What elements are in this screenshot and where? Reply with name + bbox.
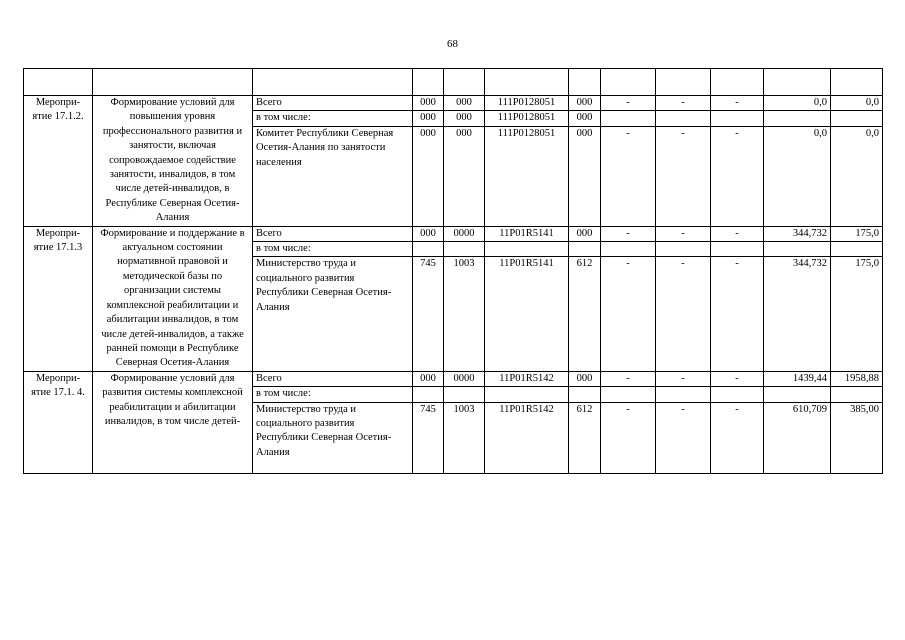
code-cell: 000 (413, 96, 444, 111)
value-cell: - (711, 371, 764, 386)
code-cell (444, 242, 485, 257)
value-cell: - (601, 126, 656, 226)
value-cell (711, 242, 764, 257)
code-cell: 000 (413, 111, 444, 126)
header-cell (413, 69, 444, 96)
value-cell (831, 111, 883, 126)
executor-cell: Всего (253, 226, 413, 241)
value-cell: - (656, 226, 711, 241)
code-cell: 1003 (444, 257, 485, 371)
executor-cell: Министерство труда и социального развития Республики Северная Осетия-Алания (253, 257, 413, 371)
value-cell: - (601, 371, 656, 386)
value-cell: 0,0 (831, 126, 883, 226)
header-cell (601, 69, 656, 96)
value-cell (601, 111, 656, 126)
budget-table (23, 68, 883, 474)
code-cell: 111P0128051 (485, 96, 569, 111)
table-row (24, 226, 883, 241)
measure-description: Формирование условий для развития системы комплексной реабилитации и абилитации инвалидов, в том числе детей- (93, 371, 253, 473)
value-cell: - (656, 96, 711, 111)
code-cell: 000 (569, 226, 601, 241)
code-cell: 000 (569, 111, 601, 126)
value-cell: 385,00 (831, 402, 883, 473)
code-cell: 000 (413, 226, 444, 241)
code-cell: 11P01R5142 (485, 402, 569, 473)
value-cell (764, 387, 831, 402)
value-cell: - (711, 126, 764, 226)
code-cell: 111P0128051 (485, 126, 569, 226)
code-cell: 000 (569, 96, 601, 111)
value-cell: - (711, 257, 764, 371)
measure-label: Меропри-ятие 17.1.2. (24, 96, 93, 227)
value-cell (656, 387, 711, 402)
executor-cell: в том числе: (253, 242, 413, 257)
executor-cell: в том числе: (253, 111, 413, 126)
code-cell: 612 (569, 257, 601, 371)
value-cell: - (656, 257, 711, 371)
header-cell (656, 69, 711, 96)
value-cell: 0,0 (764, 126, 831, 226)
header-cell (485, 69, 569, 96)
value-cell: - (656, 402, 711, 473)
header-cell (711, 69, 764, 96)
code-cell: 745 (413, 257, 444, 371)
code-cell: 000 (444, 126, 485, 226)
code-cell: 000 (569, 126, 601, 226)
executor-cell: Комитет Республики Северная Осетия-Алания по занятости населения (253, 126, 413, 226)
value-cell: 610,709 (764, 402, 831, 473)
header-cell (764, 69, 831, 96)
value-cell (764, 242, 831, 257)
table-row (24, 371, 883, 386)
header-cell (93, 69, 253, 96)
code-cell (485, 242, 569, 257)
value-cell (711, 387, 764, 402)
value-cell: - (601, 257, 656, 371)
value-cell: - (601, 96, 656, 111)
value-cell (764, 111, 831, 126)
code-cell: 612 (569, 402, 601, 473)
code-cell: 0000 (444, 371, 485, 386)
code-cell: 745 (413, 402, 444, 473)
value-cell: 175,0 (831, 257, 883, 371)
code-cell (413, 387, 444, 402)
code-cell: 000 (413, 371, 444, 386)
executor-cell: Всего (253, 96, 413, 111)
measure-label: Меропри-ятие 17.1. 4. (24, 371, 93, 473)
value-cell (831, 387, 883, 402)
value-cell (656, 111, 711, 126)
code-cell: 000 (444, 111, 485, 126)
code-cell: 11P01R5141 (485, 226, 569, 241)
value-cell: - (711, 226, 764, 241)
code-cell: 000 (413, 126, 444, 226)
code-cell (485, 387, 569, 402)
code-cell (569, 242, 601, 257)
code-cell (569, 387, 601, 402)
executor-cell: в том числе: (253, 387, 413, 402)
executor-cell: Министерство труда и социального развития Республики Северная Осетия-Алания (253, 402, 413, 473)
header-cell (444, 69, 485, 96)
code-cell: 11P01R5142 (485, 371, 569, 386)
header-cell (569, 69, 601, 96)
measure-label: Меропри-ятие 17.1.3 (24, 226, 93, 371)
code-cell: 0000 (444, 226, 485, 241)
code-cell (444, 387, 485, 402)
measure-description: Формирование и поддержание в актуальном состоянии нормативной правовой и методической базы по организации системы комплексной реабилитации и абилитации инвалидов, в том числе детей-инвалидов, а также ранней помощи в Республике Северная Осетия-Алания (93, 226, 253, 371)
value-cell: 0,0 (831, 96, 883, 111)
header-cell (24, 69, 93, 96)
value-cell (601, 387, 656, 402)
executor-cell: Всего (253, 371, 413, 386)
table-header-row (24, 69, 883, 96)
code-cell: 111P0128051 (485, 111, 569, 126)
value-cell (711, 111, 764, 126)
header-cell (831, 69, 883, 96)
value-cell: 0,0 (764, 96, 831, 111)
value-cell: - (656, 371, 711, 386)
value-cell (656, 242, 711, 257)
value-cell: - (711, 402, 764, 473)
value-cell: 344,732 (764, 226, 831, 241)
value-cell: 1958,88 (831, 371, 883, 386)
value-cell: 344,732 (764, 257, 831, 371)
value-cell: - (601, 402, 656, 473)
code-cell: 000 (569, 371, 601, 386)
code-cell (413, 242, 444, 257)
value-cell (601, 242, 656, 257)
measure-description: Формирование условий для повышения уровня профессионального развития и занятости, включая сопровождаемое содействие занятости, инвалидов, в том числе детей-инвалидов, в Республике Северная Осетия-Алания (93, 96, 253, 227)
code-cell: 11P01R5141 (485, 257, 569, 371)
value-cell: - (656, 126, 711, 226)
code-cell: 1003 (444, 402, 485, 473)
value-cell: - (711, 96, 764, 111)
header-cell (253, 69, 413, 96)
value-cell: - (601, 226, 656, 241)
table-row (24, 96, 883, 111)
value-cell: 175,0 (831, 226, 883, 241)
value-cell (831, 242, 883, 257)
value-cell: 1439,44 (764, 371, 831, 386)
code-cell: 000 (444, 96, 485, 111)
page-number: 68 (447, 38, 458, 50)
